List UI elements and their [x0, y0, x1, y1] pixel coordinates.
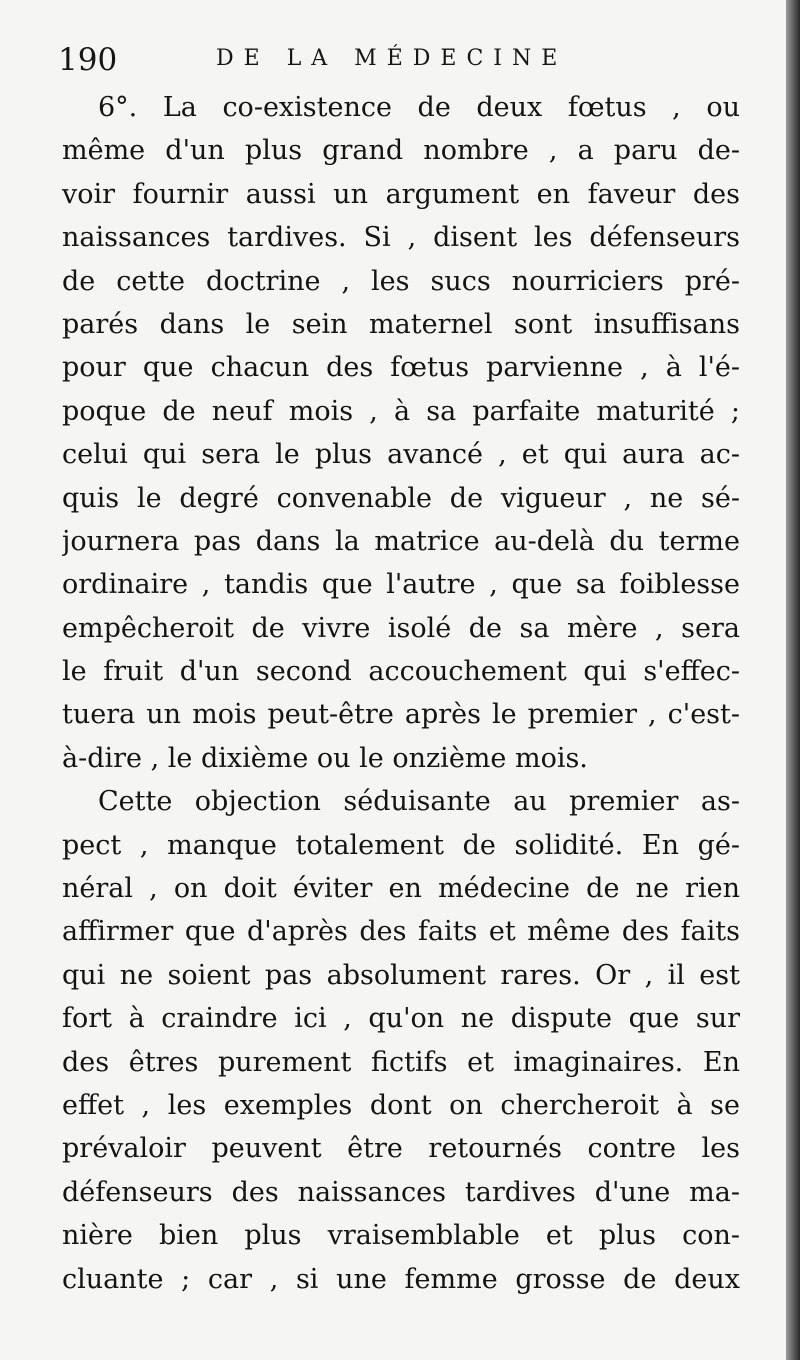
text-line: journera pas dans la matrice au-delà du terme: [62, 525, 740, 557]
text-line: tuera un mois peut-être après le premier , c'est-: [62, 699, 740, 731]
text-line: pour que chacun des fœtus parvienne , à l'é-: [62, 352, 740, 384]
running-title: DE LA MÉDECINE: [216, 46, 568, 71]
text-line: effet , les exemples dont on chercheroit à se: [62, 1089, 740, 1121]
text-line: de cette doctrine , les sucs nourriciers pré-: [62, 265, 740, 297]
text-line: Cette objection séduisante au premier as-: [98, 786, 740, 818]
text-line: celui qui sera le plus avancé , et qui aura ac-: [62, 439, 740, 471]
text-line: nière bien plus vraisemblable et plus con-: [62, 1220, 740, 1252]
text-line: à-dire , le dixième ou le onzième mois.: [62, 742, 588, 774]
text-line: pect , manque totalement de solidité. En gé-: [62, 829, 740, 861]
running-head: [58, 42, 758, 82]
text-line: quis le degré convenable de vigueur , ne sé-: [62, 482, 740, 514]
text-line: affirmer que d'après des faits et même des faits: [62, 916, 740, 948]
text-line: parés dans le sein maternel sont insuffisans: [62, 308, 740, 340]
text-line: fort à craindre ici , qu'on ne dispute que sur: [62, 1003, 740, 1035]
paragraph-1: [62, 86, 740, 780]
text-line: ordinaire , tandis que l'autre , que sa foiblesse: [62, 569, 740, 601]
text-line: défenseurs des naissances tardives d'une ma-: [62, 1176, 740, 1208]
text-line: même d'un plus grand nombre , a paru de-: [62, 135, 740, 167]
text-line: 6°. La co-existence de deux fœtus , ou: [98, 92, 740, 123]
text-line: prévaloir peuvent être retournés contre les: [62, 1133, 740, 1165]
text-line: le fruit d'un second accouchement qui s'effec-: [62, 656, 740, 688]
text-line: qui ne soient pas absolument rares. Or , il est: [62, 959, 740, 991]
body-text: [62, 86, 740, 1301]
page-number: 190: [58, 42, 118, 78]
text-line: néral , on doit éviter en médecine de ne rien: [62, 873, 740, 905]
text-line: empêcheroit de vivre isolé de sa mère , sera: [62, 612, 740, 644]
paragraph-2: [62, 780, 740, 1301]
text-line: poque de neuf mois , à sa parfaite maturité ;: [62, 395, 740, 427]
text-line: cluante ; car , si une femme grosse de deux: [62, 1263, 740, 1295]
text-line: des êtres purement fictifs et imaginaires. En: [62, 1046, 740, 1078]
text-line: naissances tardives. Si , disent les défenseurs: [62, 222, 740, 254]
text-line: voir fournir aussi un argument en faveur des: [62, 178, 740, 210]
page-edge-shadow: [786, 0, 800, 1360]
